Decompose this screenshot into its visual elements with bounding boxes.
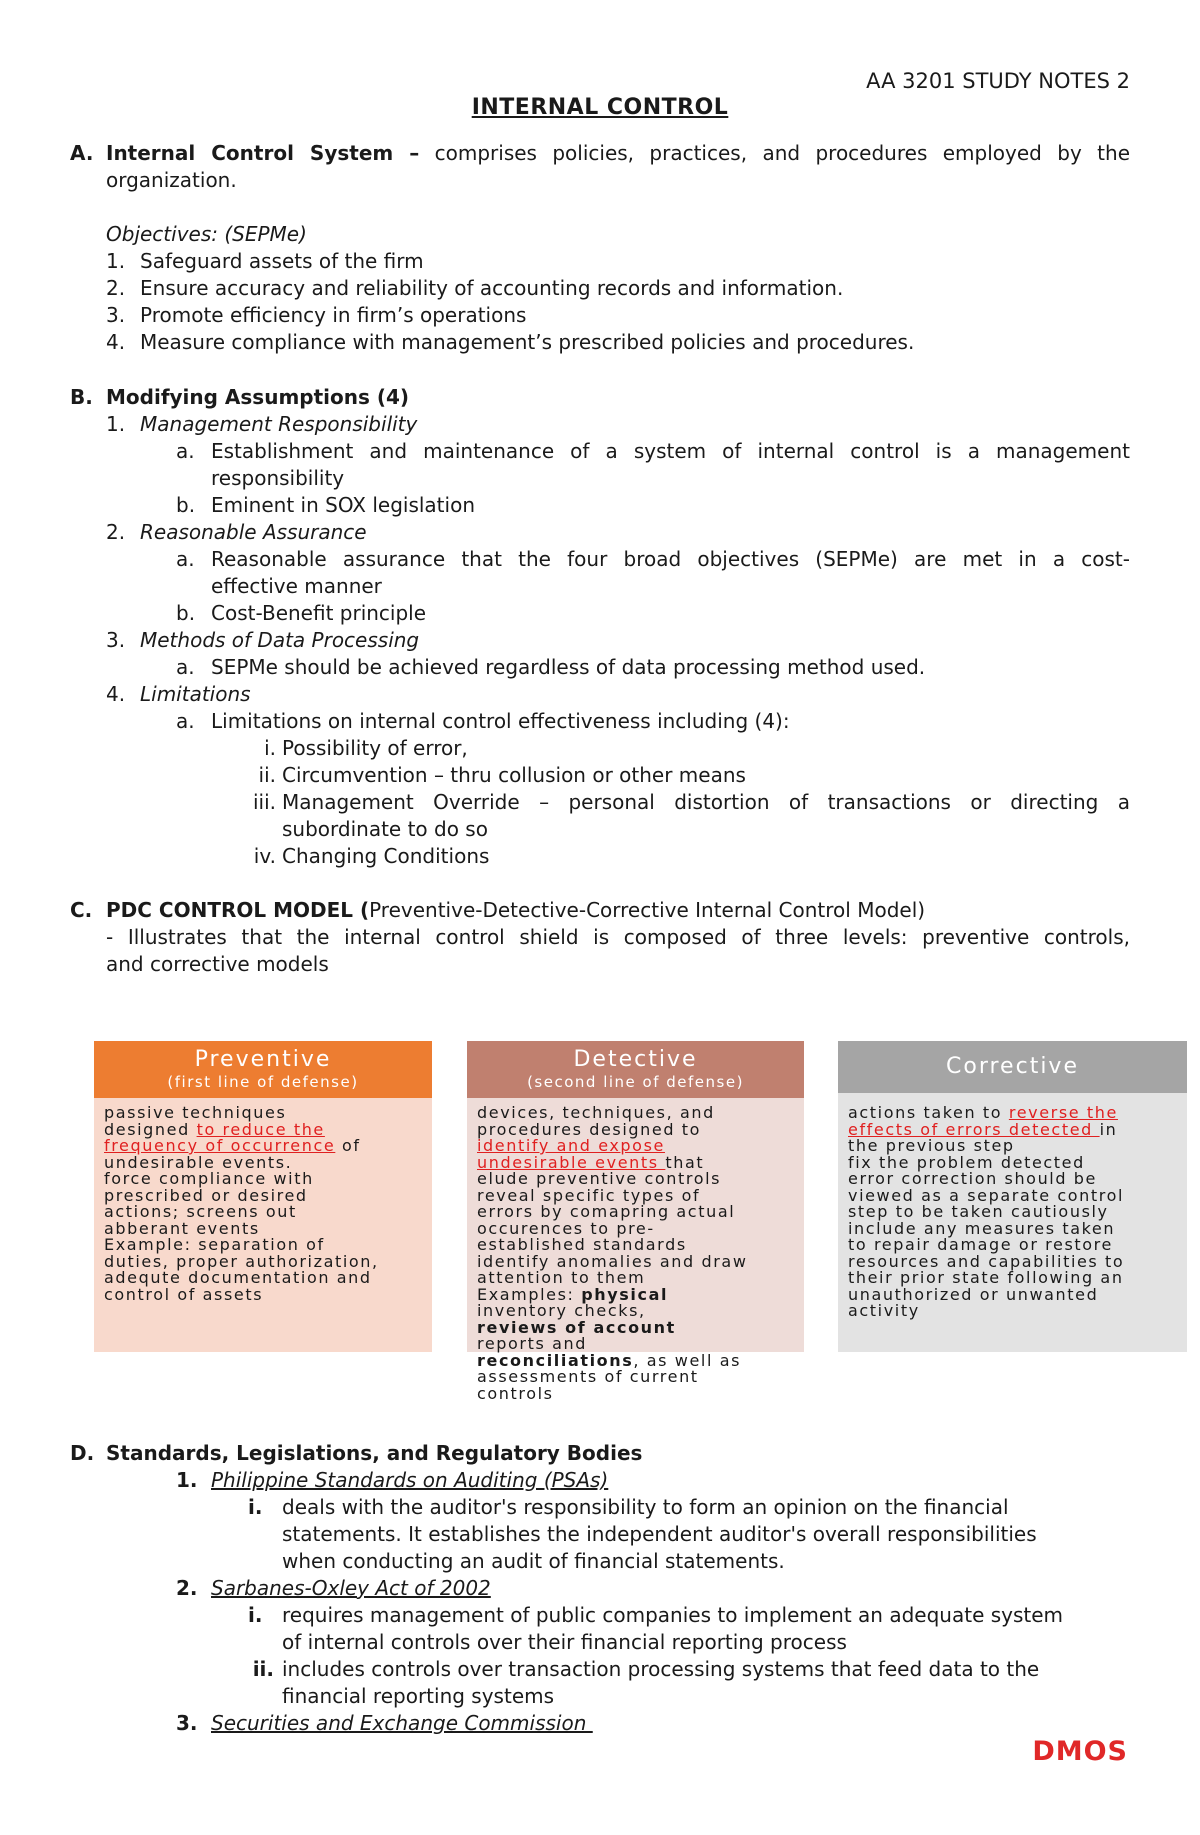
section-c-heading-bold: PDC CONTROL MODEL ( <box>106 898 370 922</box>
sub-1a-text-cont: responsibility <box>211 466 345 490</box>
objective-num: 3. <box>106 303 126 327</box>
standard-title-2: Sarbanes-Oxley Act of 2002 <box>211 1576 491 1600</box>
detective-line: reviews of account <box>477 1317 676 1337</box>
detective-line: attention to them <box>477 1268 646 1287</box>
preventive-line: undesirable events. <box>104 1152 293 1172</box>
sox-i-text-1: requires management of public companies to implement an adequate system <box>282 1603 1064 1627</box>
section-a-letter: A. <box>70 141 94 165</box>
assumption-num-1: 1. <box>106 412 126 436</box>
limit-text-1: Possibility of error, <box>282 736 468 760</box>
preventive-line: force compliance with <box>104 1169 314 1188</box>
detective-line: Examples: physical <box>477 1284 669 1304</box>
detective-line: identify anomalies and draw <box>477 1251 748 1271</box>
preventive-line: abberant events <box>104 1218 260 1238</box>
preventive-line: Example: separation of <box>104 1235 325 1254</box>
corrective-line: viewed as a separate control <box>848 1185 1125 1205</box>
detective-body <box>467 1098 804 1403</box>
standard-num-1: 1. <box>176 1468 198 1492</box>
sub-1a-text: Establishment and maintenance of a system of internal control is a management <box>211 439 1130 463</box>
standard-num-3: 3. <box>176 1711 198 1735</box>
detective-header <box>467 1041 804 1098</box>
assumption-title-3: Methods of Data Processing <box>140 628 420 652</box>
corrective-line: effects of errors detected in <box>848 1119 1118 1139</box>
preventive-line: prescribed or desired <box>104 1185 308 1205</box>
corrective-line: actions taken to reverse the <box>848 1103 1118 1122</box>
preventive-header <box>94 1041 432 1098</box>
objective-num: 1. <box>106 249 126 273</box>
sub-2a-text-cont: effective manner <box>211 574 382 598</box>
detective-line: controls <box>477 1383 554 1403</box>
sox-i-num: i. <box>248 1603 263 1627</box>
corrective-line: to repair damage or restore <box>848 1235 1113 1254</box>
detective-line: established standards <box>477 1235 687 1254</box>
detective-title: Detective <box>573 1047 698 1072</box>
preventive-line: frequency of occurrence of <box>104 1136 361 1155</box>
objective-num: 2. <box>106 276 126 300</box>
corrective-title: Corrective <box>946 1054 1079 1079</box>
sub-1b-text: Eminent in SOX legislation <box>211 493 475 517</box>
sox-i-text-2: of internal controls over their financial reporting process <box>282 1630 847 1654</box>
psa-text-2: statements. It establishes the independent auditor's overall responsibilities <box>282 1522 1037 1546</box>
preventive-line: duties, proper authorization, <box>104 1251 379 1271</box>
psa-num: i. <box>248 1495 263 1519</box>
section-a-intro-text: comprises policies, practices, and procedures employed by the <box>434 141 1130 165</box>
assumption-title-1: Management Responsibility <box>140 412 418 436</box>
standard-title-3: Securities and Exchange Commission <box>211 1711 593 1735</box>
detective-line: reconciliations, as well as <box>477 1350 742 1370</box>
detective-line: occurences to pre- <box>477 1218 655 1238</box>
sub-2b-num: b. <box>176 601 196 625</box>
course-label: AA 3201 STUDY NOTES 2 <box>866 69 1130 93</box>
standard-num-2: 2. <box>176 1576 198 1600</box>
corrective-line: error correction should be <box>848 1169 1097 1188</box>
corrective-line: step to be taken cautiously <box>848 1202 1109 1221</box>
section-c-heading <box>106 897 925 924</box>
preventive-line: designed to reduce the <box>104 1119 325 1139</box>
corrective-line: resources and capabilities to <box>848 1251 1125 1271</box>
assumption-title-2: Reasonable Assurance <box>140 520 367 544</box>
corrective-header <box>838 1041 1187 1093</box>
page-title: INTERNAL CONTROL <box>471 95 729 120</box>
limit-num-3: iii. <box>252 790 276 814</box>
corrective-line: activity <box>848 1301 920 1320</box>
preventive-line: adequte documentation and <box>104 1268 372 1287</box>
corrective-line: include any measures taken <box>848 1218 1116 1238</box>
section-d-letter: D. <box>70 1441 95 1465</box>
section-a-intro <box>106 140 1130 167</box>
detective-box <box>467 1041 804 1403</box>
psa-text-1: deals with the auditor's responsibility to form an opinion on the financial <box>282 1495 1009 1519</box>
sub-3a-num: a. <box>176 655 195 679</box>
dmos-mark: DMOS <box>1032 1736 1128 1767</box>
detective-subtitle: (second line of defense) <box>527 1073 744 1091</box>
section-c-desc: - Illustrates that the internal control shield is composed of three levels: preventive controls, <box>106 925 1130 949</box>
preventive-box <box>94 1041 432 1352</box>
objective-text: Ensure accuracy and reliability of accounting records and information. <box>140 276 844 300</box>
sox-ii-text-2: financial reporting systems <box>282 1684 555 1708</box>
sox-ii-num: ii. <box>252 1657 274 1681</box>
limit-num-4: iv. <box>253 844 276 868</box>
section-c-heading-rest: Preventive-Detective-Corrective Internal Control Model) <box>369 898 926 922</box>
limit-num-2: ii. <box>258 763 276 787</box>
corrective-line: their prior state following an <box>848 1268 1124 1287</box>
section-a-heading: Internal Control System – <box>106 141 420 165</box>
sub-2b-text: Cost-Benefit principle <box>211 601 427 625</box>
objective-text: Promote efficiency in firm’s operations <box>140 303 527 327</box>
preventive-body <box>94 1098 432 1352</box>
objective-text: Safeguard assets of the firm <box>140 249 424 273</box>
detective-line: reports and <box>477 1334 587 1353</box>
detective-line: inventory checks, <box>477 1301 646 1320</box>
assumption-num-3: 3. <box>106 628 126 652</box>
preventive-line: actions; screens out <box>104 1202 297 1221</box>
corrective-line: fix the problem detected <box>848 1152 1085 1172</box>
limit-text-4: Changing Conditions <box>282 844 490 868</box>
sub-4a-text: Limitations on internal control effectiveness including (4): <box>211 709 790 733</box>
detective-line: errors by comapring actual <box>477 1202 736 1221</box>
sub-2a-text: Reasonable assurance that the four broad objectives (SEPMe) are met in a cost- <box>211 547 1130 571</box>
sox-ii-text-1: includes controls over transaction processing systems that feed data to the <box>282 1657 1040 1681</box>
detective-line: reveal specific types of <box>477 1185 701 1205</box>
limit-text-3: Management Override – personal distortion of transactions or directing a <box>282 790 1130 814</box>
limit-num-1: i. <box>264 736 276 760</box>
preventive-title: Preventive <box>194 1047 332 1072</box>
corrective-body <box>838 1093 1187 1352</box>
detective-line: devices, techniques, and <box>477 1103 715 1122</box>
sub-1b-num: b. <box>176 493 196 517</box>
section-c-desc-cont: and corrective models <box>106 952 329 976</box>
limit-text-3-cont: subordinate to do so <box>282 817 488 841</box>
section-d-heading: Standards, Legislations, and Regulatory Bodies <box>106 1441 643 1465</box>
sub-4a-num: a. <box>176 709 195 733</box>
limit-text-2: Circumvention – thru collusion or other means <box>282 763 746 787</box>
detective-line: elude preventive controls <box>477 1169 722 1188</box>
preventive-subtitle: (first line of defense) <box>167 1073 359 1091</box>
objective-num: 4. <box>106 330 126 354</box>
section-a-intro-cont: organization. <box>106 168 237 192</box>
corrective-line: the previous step <box>848 1136 1015 1155</box>
objective-text: Measure compliance with management’s prescribed policies and procedures. <box>140 330 915 354</box>
detective-line: identify and expose <box>477 1136 665 1155</box>
standard-title-1: Philippine Standards on Auditing (PSAs) <box>211 1468 609 1492</box>
corrective-line: unauthorized or unwanted <box>848 1284 1099 1304</box>
section-b-letter: B. <box>70 385 93 409</box>
corrective-box <box>838 1041 1187 1352</box>
assumption-title-4: Limitations <box>140 682 251 706</box>
preventive-line: control of assets <box>104 1284 264 1304</box>
sub-1a-num: a. <box>176 439 195 463</box>
preventive-line: passive techniques <box>104 1103 287 1122</box>
sub-2a-num: a. <box>176 547 195 571</box>
detective-line: procedures designed to <box>477 1119 702 1139</box>
detective-line: undesirable events that <box>477 1152 705 1172</box>
sub-3a-text: SEPMe should be achieved regardless of data processing method used. <box>211 655 926 679</box>
objectives-label: Objectives: (SEPMe) <box>106 222 307 246</box>
section-b-heading: Modifying Assumptions (4) <box>106 385 410 409</box>
psa-text-3: when conducting an audit of financial statements. <box>282 1549 785 1573</box>
section-c-letter: C. <box>70 898 93 922</box>
assumption-num-2: 2. <box>106 520 126 544</box>
assumption-num-4: 4. <box>106 682 126 706</box>
detective-line: assessments of current <box>477 1367 699 1386</box>
